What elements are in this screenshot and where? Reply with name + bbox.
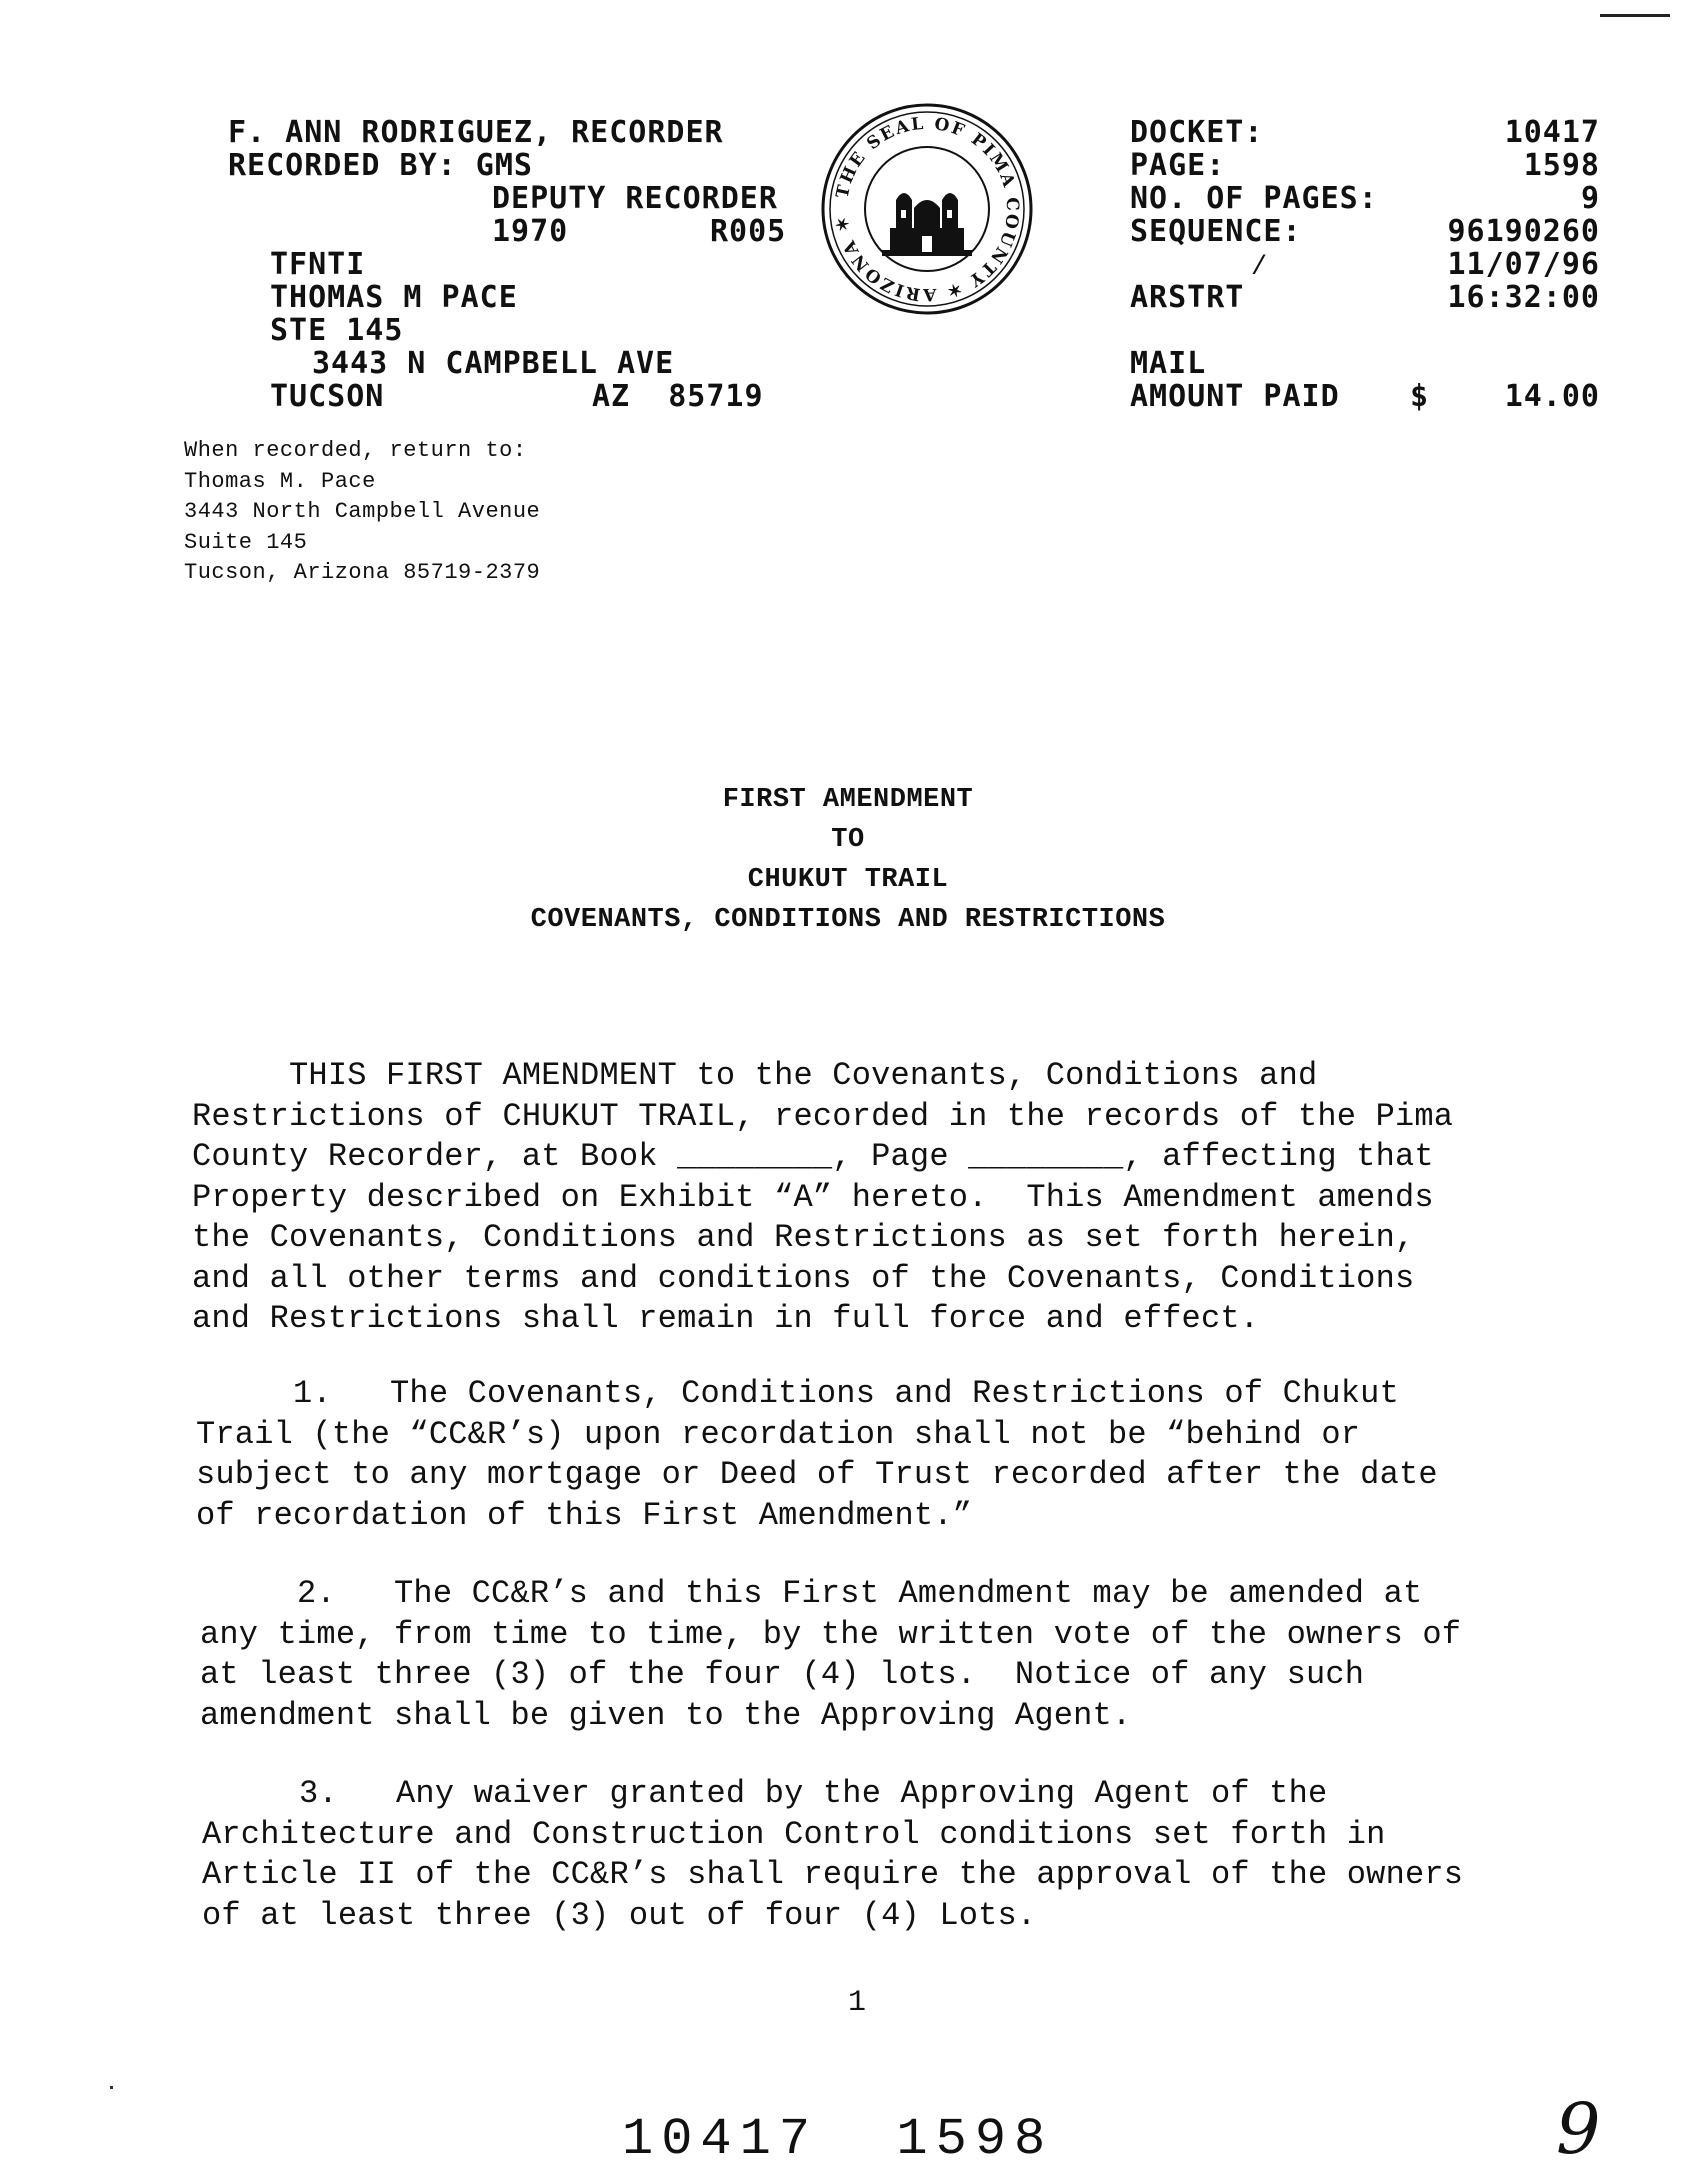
return-to-line: Tucson, Arizona 85719-2379 [184, 560, 541, 585]
date-value: 11/07/96 [1447, 247, 1600, 282]
body-line: of recordation of this First Amendment.” [196, 1496, 973, 1534]
amount-value: 14.00 [1504, 379, 1600, 414]
title-line-4: COVENANTS, CONDITIONS AND RESTRICTIONS [530, 905, 1166, 935]
arstrt-label: ARSTRT [1130, 280, 1245, 315]
scan-speck [110, 2086, 113, 2089]
title-line-3: CHUKUT TRAIL [747, 865, 949, 895]
body-line: Article II of the CC&R’s shall require the approval of the owners [202, 1856, 1464, 1893]
amount-currency: $ [1410, 379, 1430, 414]
return-to-line: 3443 North Campbell Avenue [184, 499, 541, 524]
body-line: the Covenants, Conditions and Restrictions as set forth herein, [192, 1219, 1415, 1256]
recorder-code-left: 1970 [492, 214, 569, 249]
return-to-line: Suite 145 [184, 529, 308, 555]
amount-label: AMOUNT PAID [1130, 379, 1340, 414]
svg-text:THE SEAL OF PIMA COUNTY ✶ ARIZ: THE SEAL OF PIMA COUNTY ✶ ARIZONA ✶ [831, 113, 1023, 305]
body-line: amendment shall be given to the Approving Agent. [200, 1696, 1132, 1734]
body-line: subject to any mortgage or Deed of Trust recorded after the date [196, 1456, 1438, 1493]
page-label: PAGE: [1130, 148, 1226, 183]
recorded-for-city: TUCSON [270, 379, 385, 414]
deputy-recorder: DEPUTY RECORDER [492, 181, 778, 216]
item-3-paragraph [202, 1774, 1602, 1936]
recorded-for-suite: STE 145 [270, 313, 404, 348]
body-line: any time, from time to time, by the written vote of the owners of [200, 1615, 1462, 1653]
recorded-for-name: THOMAS M PACE [270, 280, 518, 315]
body-line: Restrictions of CHUKUT TRAIL, recorded in the records of the Pima [192, 1097, 1454, 1135]
recorder-name: F. ANN RODRIGUEZ, RECORDER [228, 115, 724, 150]
scan-mark [1600, 14, 1670, 17]
recorder-code-right: R005 [710, 214, 787, 249]
docket-label: DOCKET: [1130, 115, 1264, 150]
date-mark: ⁄ [1250, 247, 1270, 282]
return-to-line: When recorded, return to: [184, 438, 527, 463]
return-to-line: Thomas M. Pace [184, 468, 376, 494]
body-line: of at least three (3) out of four (4) Lots. [202, 1896, 1037, 1934]
recorder-code-tfnti: TFNTI [270, 247, 366, 282]
sequence-value: 96190260 [1447, 214, 1600, 249]
recorded-by: RECORDED BY: GMS [228, 148, 533, 183]
body-line: THIS FIRST AMENDMENT to the Covenants, Conditions and [192, 1057, 1318, 1094]
document-title [0, 780, 1696, 940]
sequence-label: SEQUENCE: [1130, 214, 1302, 249]
docket-page-stamp: 10417 1598 [622, 2110, 1054, 2169]
mail-label: MAIL [1130, 346, 1207, 381]
intro-paragraph [192, 1056, 1592, 1340]
body-line: Property described on Exhibit “A” hereto. This Amendment amends [192, 1178, 1434, 1216]
return-to-block [184, 436, 540, 589]
item-2-paragraph [200, 1574, 1600, 1736]
recorded-for-street: 3443 N CAMPBELL AVE [312, 346, 675, 381]
page-number: 1 [848, 1986, 867, 2020]
pages-value: 9 [1580, 181, 1600, 216]
time-value: 16:32:00 [1447, 280, 1600, 315]
body-line: and all other terms and conditions of the Covenants, Conditions [192, 1259, 1415, 1297]
page-value: 1598 [1523, 148, 1600, 183]
body-line: 3. Any waiver granted by the Approving Agent of the [202, 1775, 1328, 1812]
pages-label: NO. OF PAGES: [1130, 181, 1378, 216]
handwritten-page-count: 9 [1556, 2088, 1601, 2170]
body-line: Trail (the “CC&R’s) upon recordation shall not be “behind or [196, 1415, 1361, 1453]
body-line: County Recorder, at Book ________, Page ________, affecting that [192, 1138, 1434, 1175]
title-line-1: FIRST AMENDMENT [722, 785, 974, 815]
body-line: 2. The CC&R’s and this First Amendment may be amended at [200, 1575, 1423, 1612]
recorded-for-state-zip: AZ 85719 [592, 379, 764, 414]
title-line-2: TO [831, 825, 865, 855]
body-line: Architecture and Construction Control conditions set forth in [202, 1815, 1386, 1853]
body-line: 1. The Covenants, Conditions and Restrictions of Chukut [196, 1375, 1399, 1412]
body-line: at least three (3) of the four (4) lots. Notice of any such [200, 1656, 1365, 1693]
county-seal-icon [818, 100, 1036, 318]
item-1-paragraph [196, 1374, 1596, 1536]
docket-value: 10417 [1504, 115, 1600, 150]
body-line: and Restrictions shall remain in full force and effect. [192, 1300, 1260, 1337]
